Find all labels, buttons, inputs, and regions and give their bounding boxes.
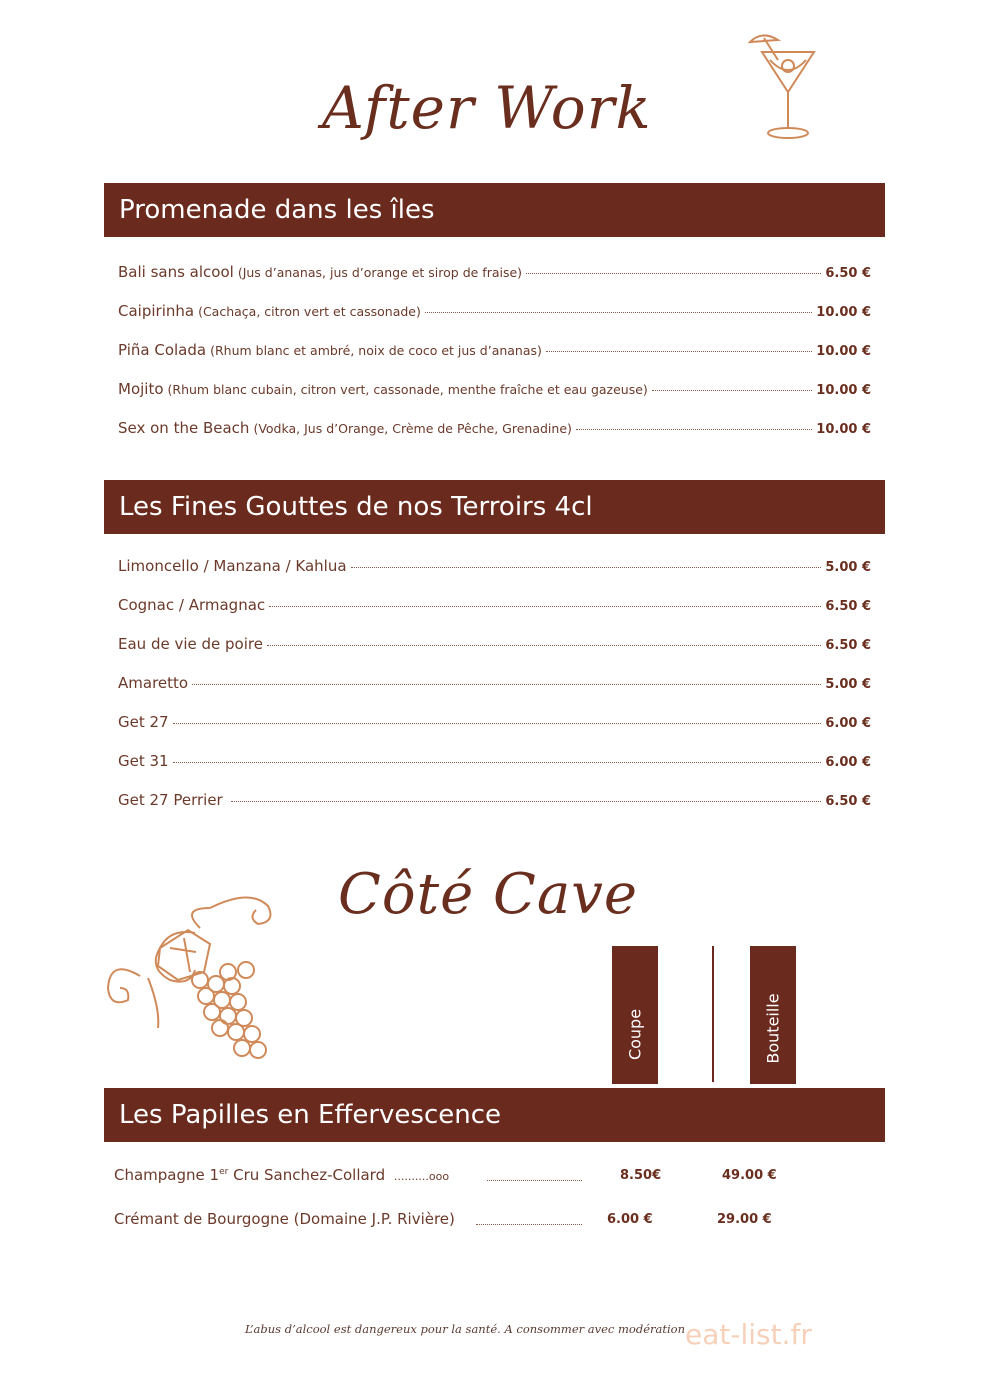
item-leader: ..........ooo (393, 1170, 450, 1183)
item-price: 6.50 € (825, 266, 871, 281)
wine-item (114, 1210, 584, 1232)
item-description: (Vodka, Jus d’Orange, Crème de Pêche, Grenadine) (253, 421, 572, 436)
dot-leader (526, 273, 821, 274)
item-price: 10.00 € (816, 344, 871, 359)
item-name: Cognac / Armagnac (118, 596, 266, 614)
menu-item (118, 380, 871, 402)
column-header-coupe (612, 946, 658, 1084)
menu-item (118, 674, 871, 696)
dot-leader (576, 429, 812, 430)
coupe-price: 6.00 € (607, 1212, 653, 1227)
menu-item (118, 263, 871, 285)
alcohol-warning: L’abus d’alcool est dangereux pour la santé. A consommer avec modération (245, 1322, 686, 1336)
column-label-coupe: Coupe (625, 1008, 645, 1061)
menu-item (118, 596, 871, 618)
section-header-fines-gouttes: Les Fines Gouttes de nos Terroirs 4cl (104, 480, 885, 534)
column-divider (712, 946, 714, 1082)
menu-item (118, 419, 871, 441)
item-price: 6.00 € (825, 755, 871, 770)
dot-leader (173, 762, 822, 763)
dot-leader (546, 351, 812, 352)
wine-item (114, 1166, 584, 1188)
item-name: Crémant de Bourgogne (Domaine J.P. Rivière) (114, 1210, 455, 1228)
menu-item (118, 713, 871, 735)
cocktail-glass-icon (742, 30, 822, 145)
item-price: 6.50 € (825, 638, 871, 653)
section-header-promenade: Promenade dans les îles (104, 183, 885, 237)
column-label-bouteille: Bouteille (763, 993, 783, 1064)
item-name: Get 27 (118, 713, 169, 731)
menu-item (118, 752, 871, 774)
watermark: eat-list.fr (685, 1318, 812, 1351)
item-price: 5.00 € (825, 560, 871, 575)
item-description: (Rhum blanc et ambré, noix de coco et jus d’ananas) (210, 343, 542, 358)
dot-leader (425, 312, 812, 313)
item-price: 6.00 € (825, 716, 871, 731)
item-price: 6.50 € (825, 794, 871, 809)
section-header-papilles: Les Papilles en Effervescence (104, 1088, 885, 1142)
item-name: Limoncello / Manzana / Kahlua (118, 557, 347, 575)
item-name-suffix: Cru Sanchez-Collard (228, 1166, 386, 1184)
menu-item (118, 791, 871, 813)
item-name-superscript: er (219, 1167, 229, 1177)
item-name: Mojito (118, 380, 164, 398)
bouteille-price: 29.00 € (717, 1212, 772, 1227)
bouteille-price: 49.00 € (722, 1168, 777, 1183)
dot-leader (476, 1224, 582, 1225)
menu-item (118, 557, 871, 579)
item-name: Get 31 (118, 752, 169, 770)
dot-leader (173, 723, 822, 724)
item-price: 10.00 € (816, 305, 871, 320)
column-header-bouteille (750, 946, 796, 1084)
item-name: Champagne 1 (114, 1166, 220, 1184)
item-name: Caipirinha (118, 302, 195, 320)
menu-item (118, 302, 871, 324)
item-name: Sex on the Beach (118, 419, 250, 437)
item-name: Amaretto (118, 674, 189, 692)
dot-leader (192, 684, 821, 685)
menu-item (118, 635, 871, 657)
coupe-price: 8.50€ (620, 1168, 662, 1183)
item-description: (Jus d’ananas, jus d’orange et sirop de fraise) (237, 265, 523, 280)
dot-leader (267, 645, 821, 646)
after-work-title: After Work (322, 74, 652, 142)
item-price: 10.00 € (816, 422, 871, 437)
item-price: 6.50 € (825, 599, 871, 614)
item-name: Get 27 Perrier (118, 791, 223, 809)
dot-leader (652, 390, 813, 391)
dot-leader (269, 606, 821, 607)
item-description: (Rhum blanc cubain, citron vert, cassonade, menthe fraîche et eau gazeuse) (167, 382, 648, 397)
cote-cave-title: Côté Cave (338, 862, 639, 927)
item-description: (Cachaça, citron vert et cassonade) (198, 304, 421, 319)
menu-item (118, 341, 871, 363)
dot-leader (351, 567, 822, 568)
item-name: Piña Colada (118, 341, 207, 359)
item-price: 10.00 € (816, 383, 871, 398)
dot-leader (487, 1180, 582, 1181)
dot-leader (231, 801, 822, 802)
grape-vine-icon (100, 888, 280, 1063)
item-name: Bali sans alcool (118, 263, 234, 281)
item-price: 5.00 € (825, 677, 871, 692)
item-name: Eau de vie de poire (118, 635, 263, 653)
